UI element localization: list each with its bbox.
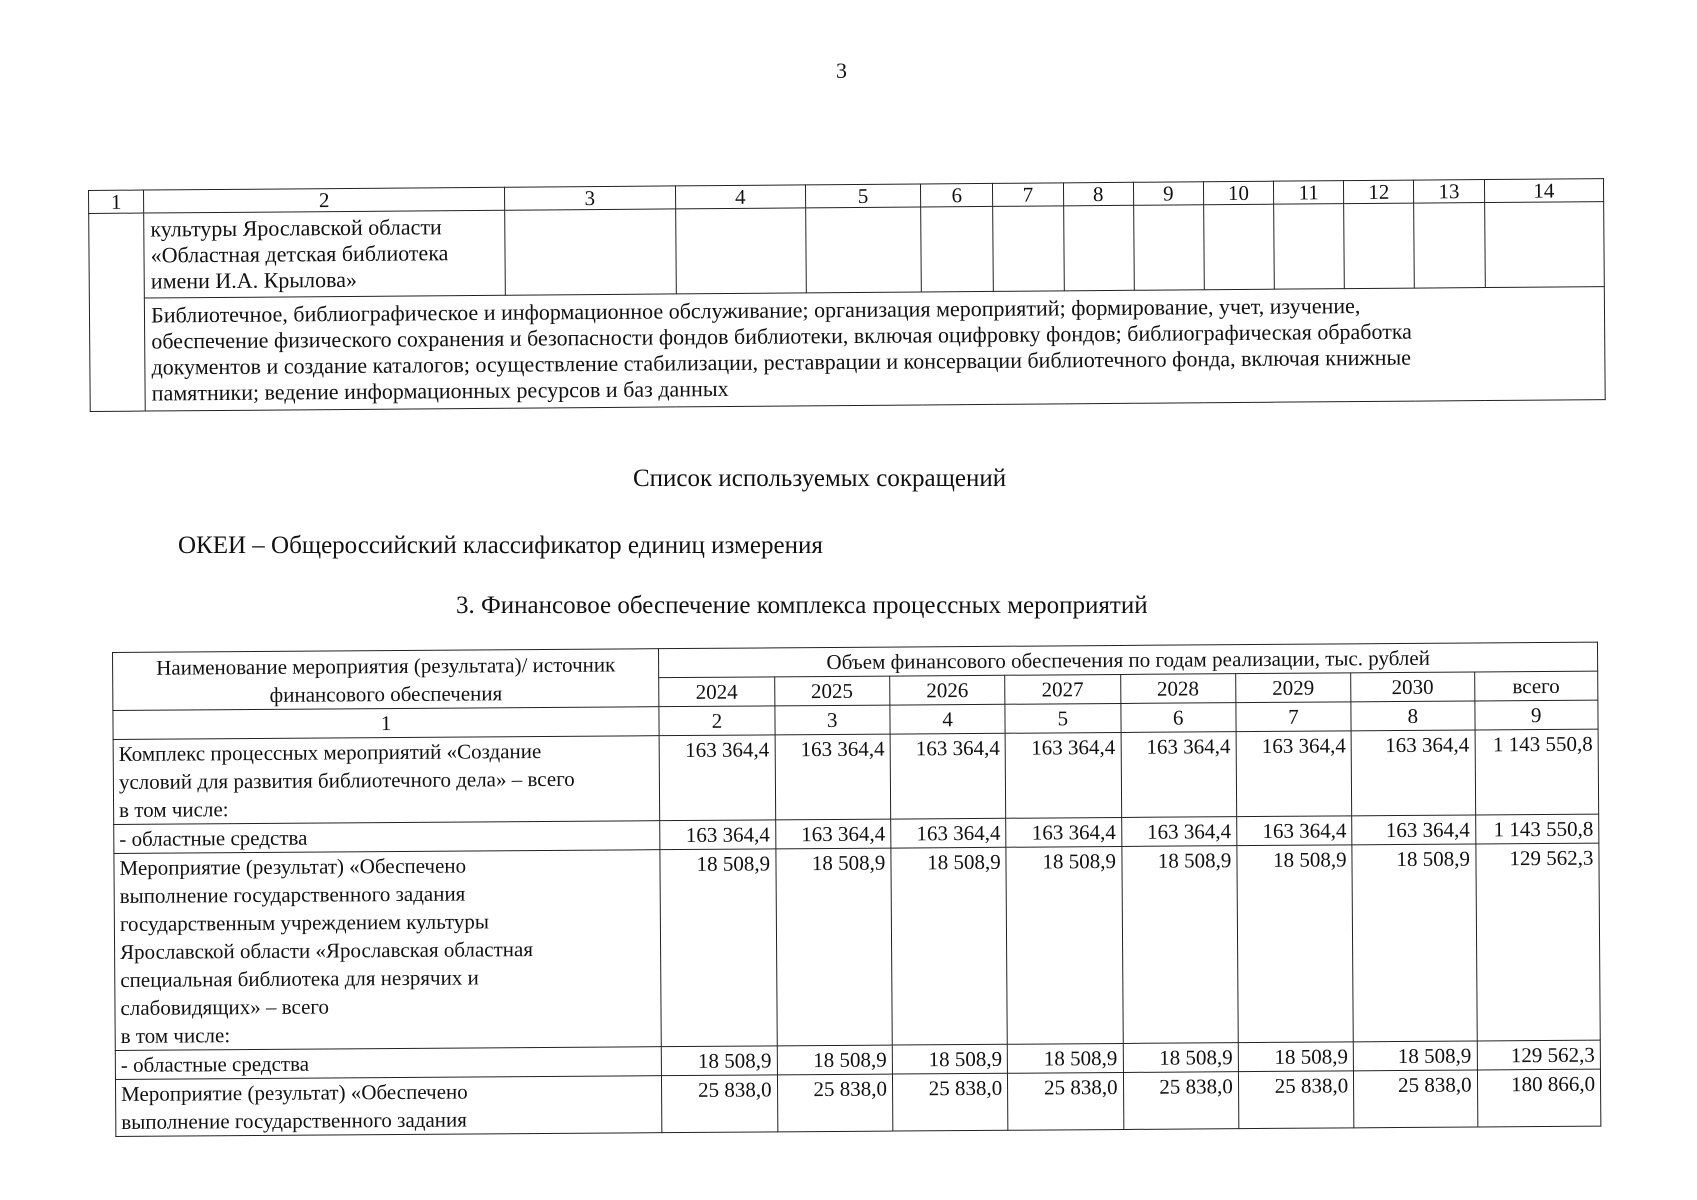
column-number: 14 [1484,179,1604,203]
value-cell: 163 364,4 [1352,815,1476,845]
value-cell: 18 508,9 [892,1044,1008,1074]
column-number: 4 [890,704,1006,734]
label-line: специальная библиотека для незрячих и [120,965,479,992]
column-number: 1 [89,190,144,213]
column-number: 5 [1005,703,1121,733]
value-cell: 163 364,4 [1351,730,1475,816]
column-number: 6 [921,183,993,207]
value-cell: 18 508,9 [1237,845,1354,1043]
value-cell: 25 838,0 [892,1073,1008,1131]
value-cell: 18 508,9 [660,849,777,1047]
value-cell: 163 364,4 [775,819,891,849]
volume-header: Объем финансового обеспечения по годам реализации, тыс. рублей [659,642,1598,678]
institution-name-line: имени И.А. Крылова» [150,266,358,294]
description-line: обеспечение физического сохранения и безопасности фондов библиотеки, включая оцифровку фондов; библиографическая обработка [151,318,1412,354]
column-number: 8 [1351,701,1475,731]
year-header: 2029 [1235,673,1351,703]
table-row [89,287,1605,412]
financing-table [112,642,1601,1137]
institution-name-cell [144,210,506,298]
total-cell: 180 866,0 [1477,1069,1601,1127]
value-cell: 18 508,9 [777,1045,893,1075]
value-cell: 163 364,4 [1236,816,1352,846]
value-cell: 163 364,4 [890,733,1006,819]
total-cell: 1 143 550,8 [1475,729,1599,815]
value-cell: 18 508,9 [1006,846,1123,1044]
column-number: 8 [1063,182,1133,206]
label-line: Мероприятие (результат) «Обеспечено [119,853,467,880]
row-label [115,1047,661,1080]
description-line: памятники; ведение информационных ресурсов и баз данных [151,375,729,406]
label-line: выполнение государственного задания [119,881,466,908]
empty-cell [1063,205,1134,291]
column-number: 7 [993,183,1063,207]
institution-name-line: «Областная детская библиотека [150,240,449,268]
empty-cell [993,206,1064,292]
year-header: 2028 [1120,674,1236,704]
year-header: 2030 [1351,672,1475,702]
description-line: Библиотечное, библиографическое и информационное обслуживание; организация мероприятий; формирование, учет, изучение, [151,293,1361,328]
description-line: документов и создание каталогов; осуществление стабилизации, реставрации и консервации библиотечного фонда, включая книжные [151,344,1412,380]
column-number: 2 [659,706,775,736]
value-cell: 18 508,9 [662,1046,778,1076]
value-cell: 163 364,4 [1005,732,1121,818]
value-cell: 163 364,4 [1121,817,1237,847]
column-number: 1 [113,707,659,740]
column-number: 9 [1133,182,1203,206]
label-line: Мероприятие (результат) «Обеспечено [121,1079,468,1106]
abbreviations-title: Список используемых сокращений [633,465,1007,492]
total-cell: 129 562,3 [1475,843,1600,1041]
column-number: 3 [505,186,676,210]
activity-description-cell [144,287,1605,411]
row-label [114,821,660,854]
total-cell: 129 562,3 [1477,1040,1601,1070]
column-number: 12 [1344,180,1414,204]
total-header: всего [1474,671,1598,701]
column-number: 7 [1236,702,1352,732]
column-number: 3 [774,705,890,735]
empty-cell [1414,203,1485,289]
table-row [114,843,1600,1050]
value-cell: 163 364,4 [1236,731,1352,817]
value-cell: 163 364,4 [775,734,891,820]
abbreviation-item: ОКЕИ – Общероссийский классификатор единиц измерения [178,532,823,559]
value-cell: 163 364,4 [659,735,775,821]
year-header: 2026 [890,675,1006,705]
label-line: Комплекс процессных мероприятий «Создание [118,739,542,766]
label-line: государственным учреждением культуры [119,909,490,936]
label-line: условий для развития библиотечного дела» – всего [118,766,575,794]
name-source-header [113,649,660,711]
table-row [113,729,1599,824]
empty-cell [1344,203,1415,289]
table-row [89,202,1605,299]
section-title: 3. Финансовое обеспечение комплекса процессных мероприятий [456,592,1148,619]
value-cell: 25 838,0 [662,1075,778,1133]
label-line: - областные средства [120,1051,310,1077]
column-number: 4 [675,185,806,209]
value-cell: 25 838,0 [1238,1071,1354,1129]
label-line: Ярославской области «Ярославская областная [120,937,534,964]
empty-cell [806,207,922,293]
value-cell: 25 838,0 [1008,1072,1124,1130]
column-number: 9 [1474,700,1598,730]
label-line: в том числе: [120,1023,231,1048]
column-number: 13 [1414,180,1484,204]
institution-name-line: культуры Ярославской области [150,214,442,242]
label-line: выполнение государственного задания [121,1107,467,1134]
value-cell: 18 508,9 [1123,1043,1239,1073]
header-line: финансового обеспечения [269,680,503,707]
value-cell: 18 508,9 [1007,1043,1123,1073]
label-line: - областные средства [119,825,308,851]
empty-cell [1204,204,1275,290]
value-cell: 163 364,4 [660,820,776,850]
column-number: 5 [805,184,920,208]
value-cell: 25 838,0 [1123,1072,1239,1130]
empty-cell [1133,205,1204,291]
label-line: слабовидящих» – всего [120,994,330,1020]
value-cell: 18 508,9 [1353,1041,1477,1071]
total-cell: 1 143 550,8 [1475,814,1599,844]
row-label [115,1076,662,1137]
empty-cell [505,209,676,295]
empty-cell [921,206,994,292]
registry-table-continuation [88,178,1606,412]
table-row [115,1069,1600,1136]
page-number: 3 [836,58,847,83]
row-label [114,850,662,1051]
value-cell: 18 508,9 [1238,1042,1354,1072]
empty-cell [1484,202,1604,288]
value-cell: 18 508,9 [1352,844,1477,1042]
value-cell: 18 508,9 [775,848,892,1046]
value-cell: 18 508,9 [891,847,1008,1045]
year-header: 2024 [659,677,775,707]
column-number: 6 [1120,703,1236,733]
value-cell: 163 364,4 [891,818,1007,848]
value-cell: 25 838,0 [1354,1070,1478,1128]
year-header: 2027 [1005,674,1121,704]
year-header: 2025 [774,676,890,706]
value-cell: 18 508,9 [1121,846,1238,1044]
empty-cell [1274,204,1345,290]
label-line: в том числе: [119,797,229,822]
empty-cell [675,208,806,294]
value-cell: 25 838,0 [777,1074,893,1132]
value-cell: 163 364,4 [1121,732,1237,818]
column-number: 2 [144,187,505,213]
row-label [113,736,660,825]
column-number: 11 [1273,181,1343,205]
header-line: Наименование мероприятия (результата)/ источник [156,651,616,680]
column-number: 10 [1203,181,1273,205]
empty-number-cell [89,213,146,411]
value-cell: 163 364,4 [1006,817,1122,847]
